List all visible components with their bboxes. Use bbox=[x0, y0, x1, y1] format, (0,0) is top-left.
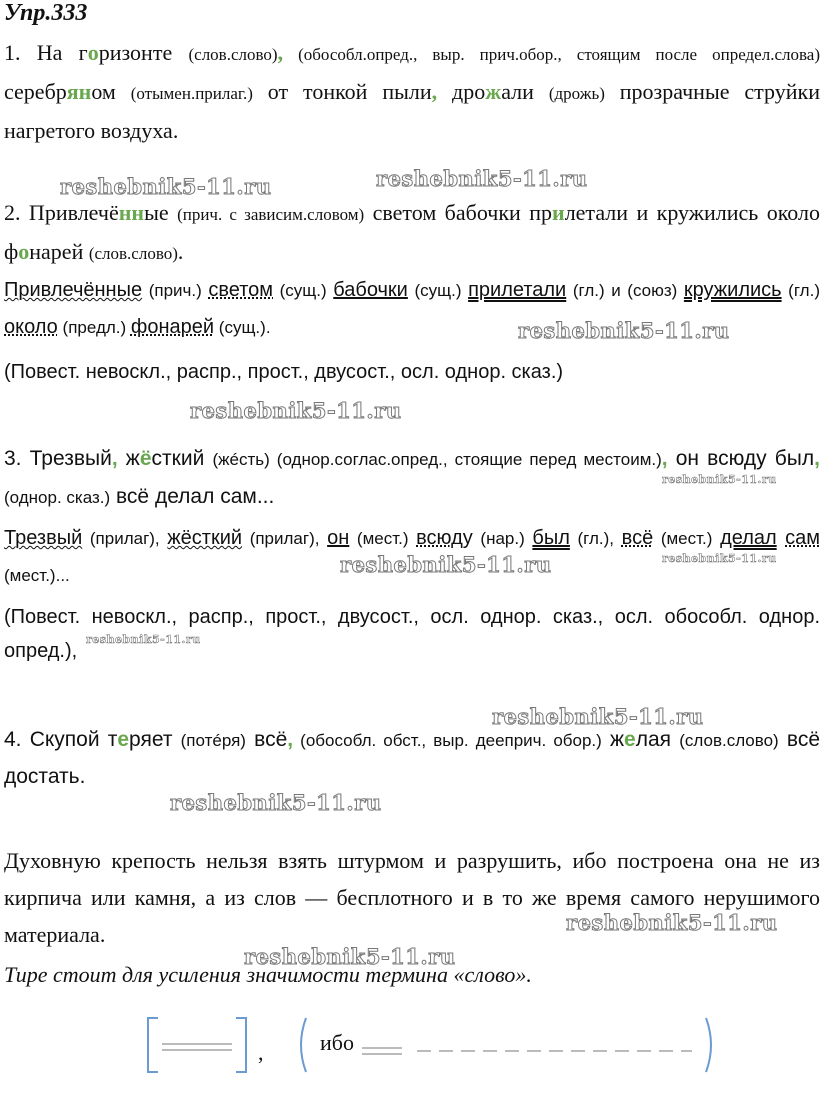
watermark: reshebnik5-11.ru bbox=[376, 166, 588, 191]
annotation: (дрожь) bbox=[548, 84, 605, 103]
highlight-letter: ян bbox=[66, 79, 92, 104]
pos-label: (сущ.). bbox=[214, 318, 271, 337]
pos-label: (мест.) bbox=[653, 529, 721, 548]
highlight-letter: е bbox=[624, 728, 636, 751]
text: летали и кружились около ф bbox=[4, 200, 820, 264]
annotation: (обособл. обст., выр. дееприч. обор.) bbox=[293, 731, 602, 750]
pos-label: (прич.) bbox=[142, 281, 209, 300]
text: серебр bbox=[4, 79, 67, 104]
pos-label: (мест.) bbox=[349, 529, 417, 548]
annotation: (отымен.прилаг.) bbox=[130, 84, 253, 103]
word: он bbox=[327, 527, 350, 549]
text: 4. Скупой т bbox=[4, 728, 118, 751]
annotation: (слов.слово) bbox=[88, 244, 178, 263]
annotation: (слов.слово) bbox=[188, 45, 278, 64]
text: дро bbox=[437, 79, 486, 104]
annotation: (жéсть) (однор.соглас.опред., стоящие перед местоим.) bbox=[212, 450, 662, 469]
pos-label: (гл.) bbox=[781, 281, 820, 300]
highlight-letter: о bbox=[87, 40, 99, 65]
watermark: reshebnik5-11.ru bbox=[662, 552, 777, 565]
highlight-comma: , bbox=[287, 728, 294, 751]
sentence-4 bbox=[4, 722, 820, 795]
sentence-2-characteristics: (Повест. невоскл., распр., прост., двусост., осл. однор. сказ.) bbox=[4, 361, 564, 383]
word: светом bbox=[208, 279, 274, 301]
text: ж bbox=[601, 728, 625, 751]
watermark: reshebnik5-11.ru bbox=[190, 398, 402, 423]
watermark: reshebnik5-11.ru bbox=[244, 944, 456, 969]
text: ом bbox=[91, 79, 131, 104]
word: Трезвый bbox=[4, 527, 83, 549]
annotation: (прич. с зависим.словом) bbox=[177, 205, 365, 224]
text: али bbox=[501, 79, 549, 104]
text-paragraph: Духовную крепость нельзя взять штурмом и разрушить, ибо построена она не из кирпича или камня, а из слов — бесплотного и в то же время самого нерушимого материала. bbox=[4, 848, 820, 947]
text: всё bbox=[245, 728, 288, 751]
watermark: reshebnik5-11.ru bbox=[340, 552, 552, 577]
watermark: reshebnik5-11.ru bbox=[662, 473, 777, 486]
text: ж bbox=[117, 447, 140, 470]
watermark: reshebnik5-11.ru bbox=[492, 704, 704, 729]
pos-label: (прилаг), bbox=[242, 529, 328, 548]
word: бабочки bbox=[333, 279, 408, 301]
annotation: (слов.слово) bbox=[679, 731, 779, 750]
highlight-letter: ж bbox=[485, 79, 502, 104]
pos-label: (предл.) bbox=[57, 318, 131, 337]
highlight-comma: , bbox=[431, 79, 438, 104]
text: 2. Привлечё bbox=[4, 200, 119, 225]
text: от тонкой пыли bbox=[252, 79, 432, 104]
pos-label: (сущ.) bbox=[273, 281, 334, 300]
pos-label: (прилаг), bbox=[82, 529, 168, 548]
highlight-letter: е bbox=[117, 728, 130, 751]
text: ризонте bbox=[98, 40, 189, 65]
annotation: (обособл.опред., выр. прич.обор., стоящим после определ.слова) bbox=[283, 45, 820, 64]
text: прозрачные струйки нагретого воздуха. bbox=[4, 79, 820, 143]
punctuation-note: Тире стоит для усиления значимости термина «слово». bbox=[4, 962, 532, 987]
text: 1. На г bbox=[4, 40, 88, 65]
highlight-comma: , bbox=[111, 447, 118, 470]
highlight-comma: , bbox=[277, 40, 284, 65]
pos-label: (гл.) и (союз) bbox=[566, 281, 684, 300]
text: сткий bbox=[151, 447, 213, 470]
text: всё достать. bbox=[4, 728, 821, 788]
text: лая bbox=[635, 728, 680, 751]
text: светом бабочки пр bbox=[364, 200, 552, 225]
highlight-letter: нн bbox=[118, 200, 145, 225]
text: . bbox=[177, 239, 184, 264]
text: 3. Трезвый bbox=[4, 447, 112, 470]
text: ряет bbox=[129, 728, 181, 751]
watermark: reshebnik5-11.ru bbox=[170, 790, 382, 815]
highlight-letter: ё bbox=[139, 447, 152, 470]
pos-label: (сущ.) bbox=[407, 281, 469, 300]
text: он всюду был bbox=[667, 447, 815, 470]
highlight-comma: , bbox=[661, 447, 668, 470]
watermark: reshebnik5-11.ru bbox=[566, 910, 778, 935]
sentence-1 bbox=[4, 34, 820, 149]
spacer bbox=[777, 527, 785, 549]
word: около bbox=[4, 316, 58, 338]
word: делал bbox=[720, 527, 777, 549]
word: всё bbox=[621, 527, 654, 549]
pos-label: (мест.)... bbox=[4, 566, 70, 585]
word: жёсткий bbox=[167, 527, 243, 549]
text: нарей bbox=[29, 239, 89, 264]
round-bracket-clause-icon bbox=[292, 1010, 722, 1076]
watermark: reshebnik5-11.ru bbox=[518, 318, 730, 343]
word: сам bbox=[785, 527, 820, 549]
annotation: (потéря) bbox=[180, 731, 246, 750]
pos-label: (гл.), bbox=[569, 529, 622, 548]
word: был bbox=[532, 527, 570, 549]
word: Привлечённые bbox=[4, 279, 143, 301]
watermark: reshebnik5-11.ru bbox=[86, 633, 201, 646]
exercise-title: Упр.333 bbox=[4, 0, 88, 26]
scheme-comma: , bbox=[258, 1040, 264, 1065]
annotation: (однор. сказ.) bbox=[4, 488, 111, 507]
text: всё делал сам... bbox=[110, 485, 275, 508]
scheme-conjunction: ибо bbox=[320, 1030, 354, 1055]
highlight-letter: и bbox=[552, 200, 565, 225]
watermark: reshebnik5-11.ru bbox=[60, 174, 272, 199]
word: всюду bbox=[416, 527, 473, 549]
highlight-comma: , bbox=[814, 447, 820, 470]
highlight-letter: о bbox=[18, 239, 30, 264]
square-bracket-clause-icon bbox=[140, 1010, 260, 1076]
word: фонарей bbox=[130, 316, 215, 338]
word: прилетали bbox=[468, 279, 567, 301]
sentence-3-characteristics: (Повест. невоскл., распр., прост., двусост., осл. однор. сказ., осл. обособл. однор. опред.), bbox=[4, 606, 820, 662]
word: кружились bbox=[683, 279, 782, 301]
text: ые bbox=[144, 200, 178, 225]
pos-label: (нар.) bbox=[472, 529, 533, 548]
sentence-2 bbox=[4, 194, 820, 272]
